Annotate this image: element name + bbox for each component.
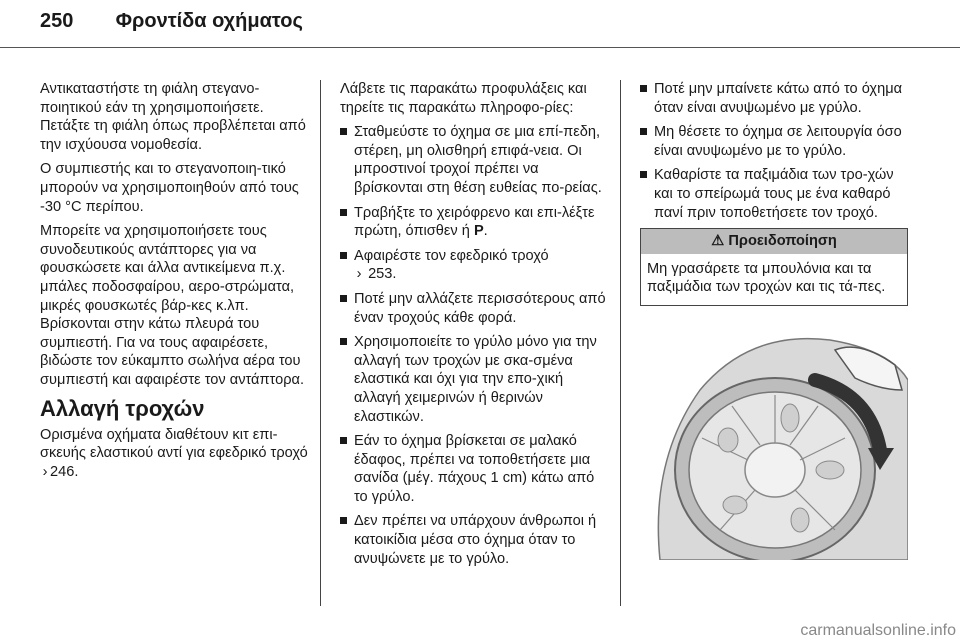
precautions-list: [640, 80, 908, 222]
header-rule: [0, 47, 960, 48]
gear-label: P: [473, 223, 484, 240]
warning-text: Μη γρασάρετε τα μπουλόνια και τα παξιμάδια των τροχών και τις τά-πες.: [647, 260, 886, 296]
warning-box: [640, 228, 908, 306]
list-item: Χρησιμοποιείτε το γρύλο μόνο για την αλλαγή των τροχών με σκα-σμένα ελαστικά και όχι για την επο-χική αλλαγή χειμερινών ή θερινών ελαστικών.: [340, 333, 608, 426]
page-ref[interactable]: 253.: [368, 266, 397, 283]
paragraph: Μπορείτε να χρησιμοποιήσετε τους συνοδευτικούς αντάπτορες για να φουσκώσετε και άλλα αντικείμενα π.χ. μπάλες ποδοσφαίρου, αερο-στρώματα, μικρές φουσκωτές βάρ-κες κ.λπ. Βρίσκονται στην κάτω πλευρά του συμπιεστή. Για να τους αφαιρέσετε, βιδώστε τον εύκαμπτο σωλήνα αέρα του συμπιεστή και αφαιρέστε τον αντάπτορα.: [40, 223, 305, 388]
wheel-cover-illustration: [640, 320, 908, 560]
bullet-icon: [340, 517, 347, 524]
bullet-icon: [340, 128, 347, 135]
column-3: [640, 80, 908, 566]
bullet-icon: [340, 209, 347, 216]
list-item: Καθαρίστε τα παξιμάδια των τρο-χών και το σπείρωμά τους με ένα καθαρό πανί πριν τοποθετήσετε τον τροχό.: [640, 166, 908, 222]
watermark: carmanualsonline.info: [800, 622, 956, 639]
bullet-icon: [640, 85, 647, 92]
list-item: Δεν πρέπει να υπάρχουν άνθρωποι ή κατοικίδια μέσα στο όχημα όταν το ανυψώνετε με το γρύλο.: [340, 512, 608, 568]
page-ref-icon: ›: [356, 266, 362, 283]
warning-title: Προειδοποίηση: [728, 233, 837, 250]
page-header: [40, 10, 303, 33]
column-2: [340, 80, 608, 574]
bullet-icon: [340, 338, 347, 345]
bullet-icon: [640, 171, 647, 178]
list-item: Μη θέσετε το όχημα σε λειτουργία όσο είναι ανυψωμένο με το γρύλο.: [640, 123, 908, 160]
page-title: Φροντίδα οχήματος: [115, 10, 303, 32]
list-item: Ποτέ μην αλλάζετε περισσότερους από έναν τροχούς κάθε φορά.: [340, 290, 608, 327]
paragraph: Αντικαταστήστε τη φιάλη στεγανο-ποιητικού εάν τη χρησιμοποιήσετε. Πετάξτε τη φιάλη όπως προβλέπεται από την ισχύουσα νομοθεσία.: [40, 81, 306, 153]
page-ref-icon: ›: [42, 463, 48, 480]
list-item: Ποτέ μην μπαίνετε κάτω από το όχημα όταν είναι ανυψωμένο με γρύλο.: [640, 80, 908, 117]
warning-icon: ⚠: [711, 233, 725, 250]
list-item: Εάν το όχημα βρίσκεται σε μαλακό έδαφος, πρέπει να τοποθετήσετε μια σανίδα (μέγ. πάχους 1 cm) κάτω από το γρύλο.: [340, 432, 608, 506]
bullet-icon: [340, 252, 347, 259]
paragraph: Ορισμένα οχήματα διαθέτουν κιτ επι-σκευής ελαστικού αντί για εφεδρικό τροχό › 246.: [40, 426, 308, 480]
list-item: Τραβήξτε το χειρόφρενο και επι-λέξτε πρώτη, όπισθεν ή P.: [340, 204, 608, 241]
paragraph: Λάβετε τις παρακάτω προφυλάξεις και τηρείτε τις παρακάτω πληροφο-ρίες:: [340, 81, 587, 116]
precautions-list: [340, 123, 608, 568]
paragraph: Ο συμπιεστής και το στεγανοποιη-τικό μπορούν να χρησιμοποιηθούν από τους -30 °C περίπου.: [40, 161, 299, 215]
list-item: Σταθμεύστε το όχημα σε μια επί-πεδη, στέρεη, μη ολισθηρή επιφά-νεια. Οι μπροστινοί τροχοί πρέπει να βρίσκονται στη θέση ευθείας πο-ρείας.: [340, 123, 608, 197]
column-divider: [620, 80, 621, 606]
page-ref[interactable]: 246.: [50, 463, 79, 480]
bullet-icon: [640, 128, 647, 135]
column-divider: [320, 80, 321, 606]
warning-header: [641, 229, 907, 254]
section-heading: Αλλαγή τροχών: [40, 395, 205, 421]
column-1: [40, 80, 308, 487]
bullet-icon: [340, 437, 347, 444]
list-item: Αφαιρέστε τον εφεδρικό τροχό › 253.: [340, 247, 608, 284]
page-number: 250: [40, 10, 74, 32]
bullet-icon: [340, 295, 347, 302]
